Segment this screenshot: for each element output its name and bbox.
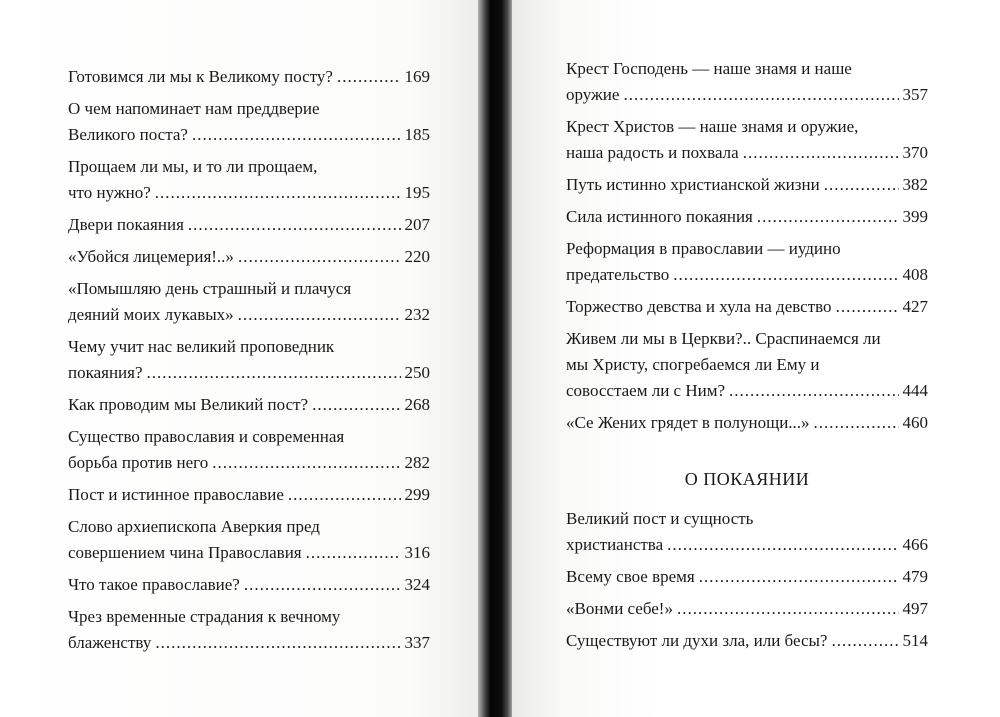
toc-entry-title: Торжество девства и хула на девство xyxy=(566,297,832,316)
dot-leader xyxy=(677,596,899,622)
dot-leader xyxy=(288,482,401,508)
toc-entry-title: Сила истинного покаяния xyxy=(566,207,753,226)
toc-entry xyxy=(566,628,928,654)
toc-entry-title: О чем напоминает нам преддверие xyxy=(68,99,320,118)
dot-leader xyxy=(623,82,898,108)
dot-leader xyxy=(147,360,401,386)
toc-page-number: 466 xyxy=(902,535,928,554)
toc-entry-title: оружие xyxy=(566,85,620,104)
dot-leader xyxy=(238,302,401,328)
toc-page-number: 444 xyxy=(902,381,928,400)
toc-entry xyxy=(68,424,430,476)
toc-entry-title: борьба против него xyxy=(68,453,209,472)
toc-entry xyxy=(68,604,430,656)
dot-leader xyxy=(667,532,898,558)
toc-entry-title: Существуют ли духи зла, или бесы? xyxy=(566,631,828,650)
toc-page-number: 207 xyxy=(404,215,430,234)
toc-entry xyxy=(68,244,430,270)
toc-page-number: 337 xyxy=(404,633,430,652)
toc-entry-title: совершением чина Православия xyxy=(68,543,302,562)
toc-entry xyxy=(566,564,928,590)
toc-page-number: 408 xyxy=(902,265,928,284)
toc-entry-title: Великий пост и сущность xyxy=(566,509,754,528)
toc-page-number: 282 xyxy=(404,453,430,472)
toc-entry xyxy=(68,154,430,206)
dot-leader xyxy=(814,410,899,436)
toc-entry xyxy=(566,410,928,436)
toc-page-number: 169 xyxy=(404,67,430,86)
toc-entry xyxy=(68,276,430,328)
dot-leader xyxy=(188,212,401,238)
toc-entry-title: Чрез временные страдания к вечному xyxy=(68,607,341,626)
toc-entry xyxy=(68,392,430,418)
dot-leader xyxy=(312,392,400,418)
toc-entry xyxy=(68,482,430,508)
toc-page-number: 399 xyxy=(902,207,928,226)
toc-page-number: 232 xyxy=(404,305,430,324)
toc-page-number: 460 xyxy=(902,413,928,432)
toc-entry xyxy=(566,172,928,198)
left-page xyxy=(0,0,484,717)
toc-entry-title: Крест Господень — наше знамя и наше xyxy=(566,59,852,78)
toc-entry-title: Реформация в православии — иудино xyxy=(566,239,841,258)
dot-leader xyxy=(155,180,401,206)
toc-entry xyxy=(566,506,928,558)
toc-entry-title: «Убойся лицемерия!..» xyxy=(68,247,234,266)
section-heading: О ПОКАЯНИИ xyxy=(684,469,810,489)
dot-leader xyxy=(673,262,898,288)
toc-page-number: 324 xyxy=(404,575,430,594)
toc-section-entries xyxy=(566,506,928,654)
toc-page-number: 195 xyxy=(404,183,430,202)
dot-leader xyxy=(306,540,401,566)
dot-leader xyxy=(244,572,401,598)
toc-entry-title: покаяния? xyxy=(68,363,143,382)
toc-entry-title: Живем ли мы в Церкви?.. Сраспинаемся ли xyxy=(566,329,881,348)
toc-entry xyxy=(566,56,928,108)
toc-page-number: 514 xyxy=(902,631,928,650)
toc-entry-title: наша радость и похвала xyxy=(566,143,739,162)
toc-page-number: 497 xyxy=(902,599,928,618)
toc-left-column xyxy=(68,64,430,662)
toc-page-number: 479 xyxy=(902,567,928,586)
dot-leader xyxy=(757,204,899,230)
dot-leader xyxy=(192,122,401,148)
toc-page-number: 427 xyxy=(902,297,928,316)
dot-leader xyxy=(155,630,400,656)
toc-entry xyxy=(68,64,430,90)
toc-page-number: 268 xyxy=(404,395,430,414)
toc-entry-title: Что такое православие? xyxy=(68,575,240,594)
toc-entry-title: Двери покаяния xyxy=(68,215,184,234)
toc-entry-title: мы Христу, спогребаемся ли Ему и xyxy=(566,355,820,374)
toc-entry-title: Чему учит нас великий проповедник xyxy=(68,337,335,356)
dot-leader xyxy=(836,294,899,320)
toc-entry-title: блаженству xyxy=(68,633,152,652)
toc-entry-title: «Вонми себе!» xyxy=(566,599,673,618)
toc-page-number: 185 xyxy=(404,125,430,144)
toc-right-column xyxy=(566,56,928,660)
toc-page-number: 370 xyxy=(902,143,928,162)
toc-entry-title: Как проводим мы Великий пост? xyxy=(68,395,309,414)
toc-page-number: 250 xyxy=(404,363,430,382)
toc-page-number: 382 xyxy=(902,175,928,194)
toc-entry-title: Путь истинно христианской жизни xyxy=(566,175,820,194)
toc-right-entries xyxy=(566,56,928,436)
toc-entry-title: Слово архиепископа Аверкия пред xyxy=(68,517,320,536)
toc-entry-title: совосстаем ли с Ним? xyxy=(566,381,726,400)
toc-entry-title: «Се Жених грядет в полунощи...» xyxy=(566,413,810,432)
toc-entry xyxy=(566,236,928,288)
dot-leader xyxy=(699,564,899,590)
toc-entry xyxy=(566,204,928,230)
toc-page-number: 220 xyxy=(404,247,430,266)
toc-entry-title: Великого поста? xyxy=(68,125,188,144)
right-page xyxy=(512,0,1000,717)
toc-entry xyxy=(68,96,430,148)
dot-leader xyxy=(743,140,899,166)
toc-entry-title: Существо православия и современная xyxy=(68,427,345,446)
toc-entry-title: Крест Христов — наше знамя и оружие, xyxy=(566,117,859,136)
toc-page-number: 357 xyxy=(902,85,928,104)
toc-entry-title: христианства xyxy=(566,535,664,554)
toc-entry-title: Всему свое время xyxy=(566,567,695,586)
dot-leader xyxy=(729,378,898,404)
toc-entry-title: что нужно? xyxy=(68,183,151,202)
toc-entry xyxy=(566,596,928,622)
toc-entry xyxy=(68,514,430,566)
toc-entry-title: Прощаем ли мы, и то ли прощаем, xyxy=(68,157,318,176)
dot-leader xyxy=(337,64,401,90)
toc-entry xyxy=(68,212,430,238)
toc-entry-title: предательство xyxy=(566,265,670,284)
toc-entry xyxy=(566,294,928,320)
dot-leader xyxy=(212,450,400,476)
toc-entry xyxy=(68,334,430,386)
toc-entry-title: Пост и истинное православие xyxy=(68,485,284,504)
toc-entry xyxy=(68,572,430,598)
dot-leader xyxy=(831,628,898,654)
toc-entry-title: Готовимся ли мы к Великому посту? xyxy=(68,67,333,86)
toc-page-number: 316 xyxy=(404,543,430,562)
dot-leader xyxy=(238,244,401,270)
toc-entry-title: деяний моих лукавых» xyxy=(68,305,234,324)
toc-page-number: 299 xyxy=(404,485,430,504)
dot-leader xyxy=(824,172,899,198)
toc-entry xyxy=(566,114,928,166)
book-gutter xyxy=(478,0,514,717)
toc-entry xyxy=(566,326,928,404)
toc-entry-title: «Помышляю день страшный и плачуся xyxy=(68,279,352,298)
